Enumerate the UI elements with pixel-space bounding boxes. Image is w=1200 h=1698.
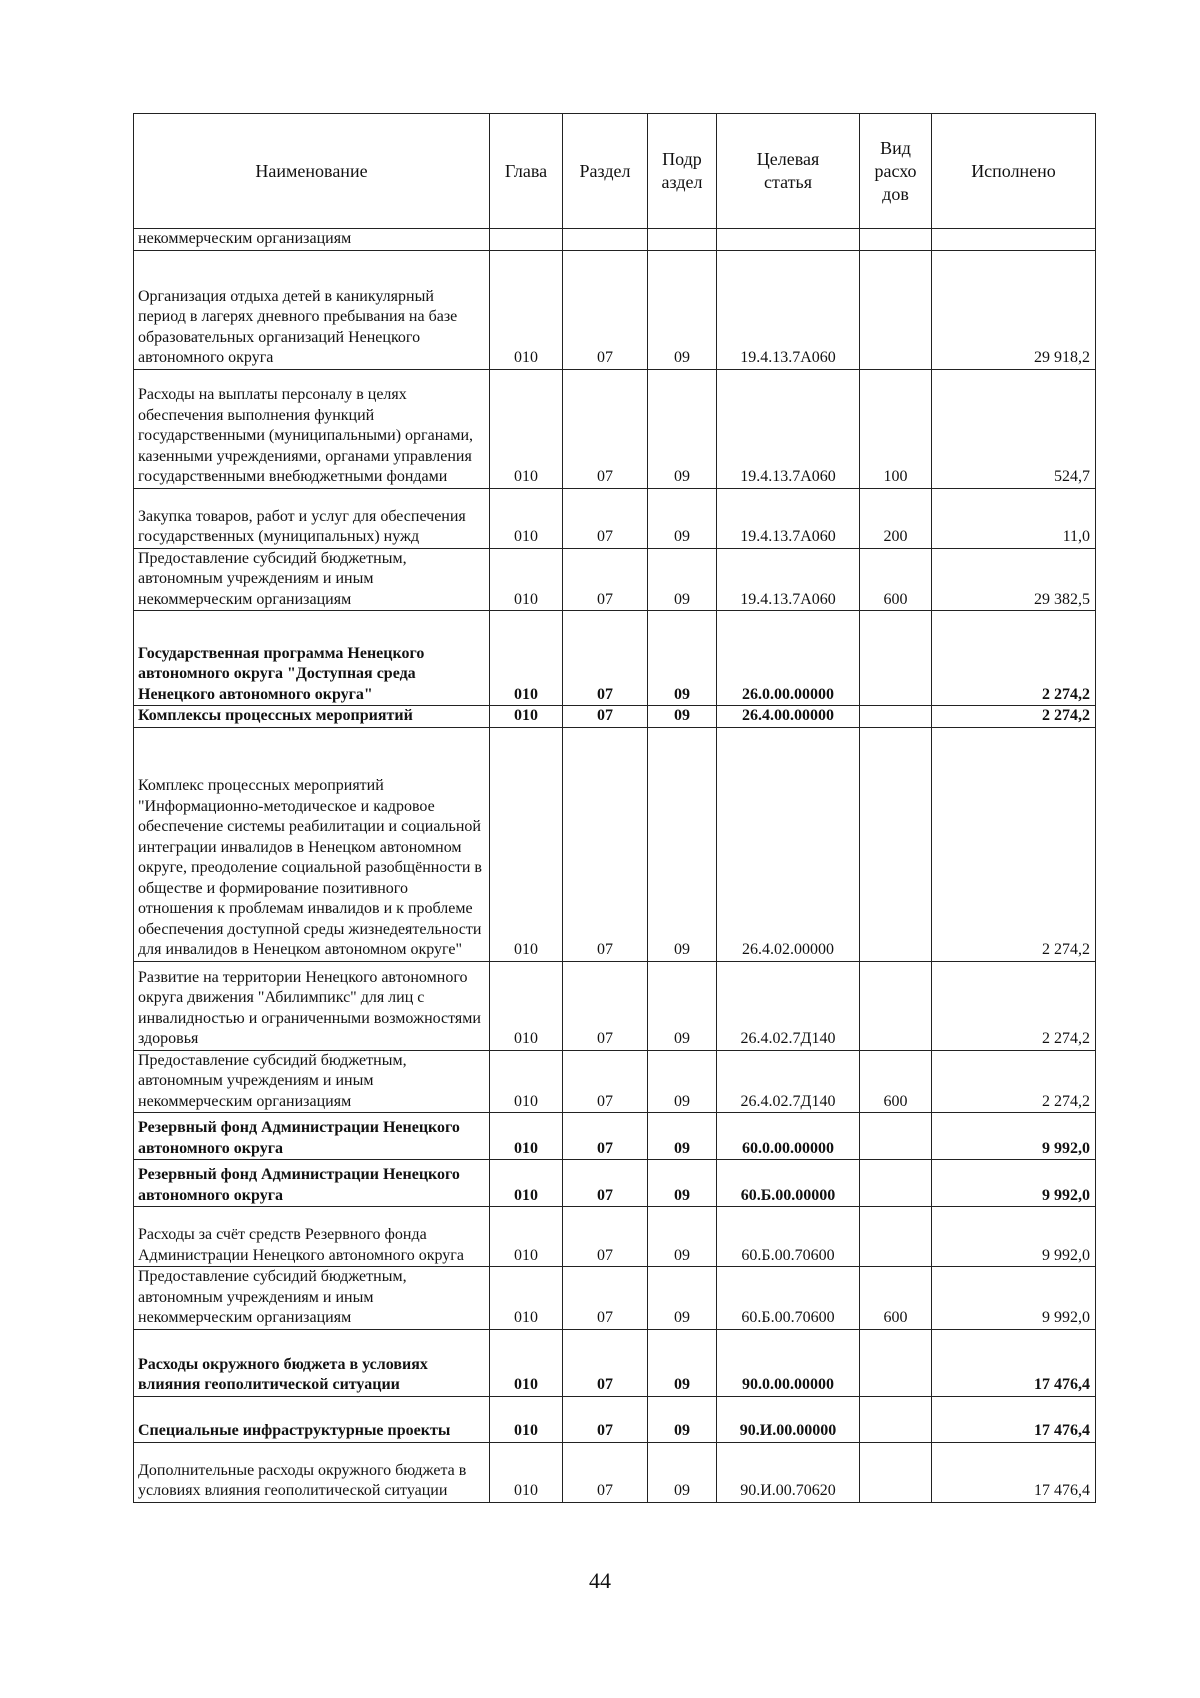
table-row xyxy=(134,369,1096,488)
cell-target: 90.И.00.00000 xyxy=(717,1396,860,1442)
cell-expense-type: 600 xyxy=(860,1267,932,1330)
budget-table xyxy=(133,113,1096,1503)
header-section: Раздел xyxy=(563,114,648,229)
cell-subsection: 09 xyxy=(648,1396,717,1442)
cell-expense-type xyxy=(860,1329,932,1396)
cell-subsection: 09 xyxy=(648,250,717,369)
table-row xyxy=(134,488,1096,548)
cell-executed: 17 476,4 xyxy=(932,1329,1096,1396)
table-row xyxy=(134,706,1096,728)
cell-executed: 11,0 xyxy=(932,488,1096,548)
cell-chapter: 010 xyxy=(490,706,563,728)
table-row xyxy=(134,1160,1096,1207)
cell-section: 07 xyxy=(563,369,648,488)
cell-section: 07 xyxy=(563,706,648,728)
cell-executed: 2 274,2 xyxy=(932,1050,1096,1113)
table-row xyxy=(134,1442,1096,1502)
cell-expense-type xyxy=(860,611,932,706)
cell-target: 19.4.13.7А060 xyxy=(717,488,860,548)
cell-expense-type: 600 xyxy=(860,548,932,611)
cell-subsection: 09 xyxy=(648,369,717,488)
cell-chapter: 010 xyxy=(490,548,563,611)
cell-section: 07 xyxy=(563,1442,648,1502)
cell-target: 26.4.02.7Д140 xyxy=(717,961,860,1050)
cell-chapter: 010 xyxy=(490,1396,563,1442)
cell-name: Резервный фонд Администрации Ненецкого автономного округа xyxy=(134,1160,490,1207)
cell-expense-type: 600 xyxy=(860,1050,932,1113)
cell-executed: 9 992,0 xyxy=(932,1113,1096,1160)
header-chapter: Глава xyxy=(490,114,563,229)
cell-subsection: 09 xyxy=(648,1442,717,1502)
cell-name: Расходы окружного бюджета в условиях влияния геополитической ситуации xyxy=(134,1329,490,1396)
table-row xyxy=(134,1267,1096,1330)
cell-executed: 2 274,2 xyxy=(932,961,1096,1050)
cell-expense-type xyxy=(860,1396,932,1442)
cell-executed: 2 274,2 xyxy=(932,611,1096,706)
cell-expense-type xyxy=(860,250,932,369)
cell-target xyxy=(717,229,860,251)
cell-name: Государственная программа Ненецкого автономного округа "Доступная среда Ненецкого автономного округа" xyxy=(134,611,490,706)
cell-name: Предоставление субсидий бюджетным, автономным учреждениям и иным некоммерческим организациям xyxy=(134,548,490,611)
cell-section: 07 xyxy=(563,1160,648,1207)
cell-executed: 29 382,5 xyxy=(932,548,1096,611)
cell-target: 19.4.13.7А060 xyxy=(717,548,860,611)
cell-section: 07 xyxy=(563,1329,648,1396)
cell-chapter: 010 xyxy=(490,961,563,1050)
cell-subsection: 09 xyxy=(648,961,717,1050)
cell-subsection: 09 xyxy=(648,1113,717,1160)
cell-expense-type xyxy=(860,1113,932,1160)
cell-section: 07 xyxy=(563,548,648,611)
table-row xyxy=(134,727,1096,961)
cell-section: 07 xyxy=(563,1113,648,1160)
cell-name: Предоставление субсидий бюджетным, автономным учреждениям и иным некоммерческим организациям xyxy=(134,1267,490,1330)
table-row xyxy=(134,611,1096,706)
cell-chapter: 010 xyxy=(490,1442,563,1502)
header-expense-type: Вид расхо дов xyxy=(860,114,932,229)
cell-expense-type xyxy=(860,961,932,1050)
table-body xyxy=(134,229,1096,1503)
cell-target: 60.Б.00.70600 xyxy=(717,1207,860,1267)
cell-target: 60.Б.00.70600 xyxy=(717,1267,860,1330)
cell-chapter: 010 xyxy=(490,611,563,706)
cell-chapter: 010 xyxy=(490,1160,563,1207)
cell-target: 26.4.02.7Д140 xyxy=(717,1050,860,1113)
cell-subsection: 09 xyxy=(648,1207,717,1267)
cell-name: Развитие на территории Ненецкого автономного округа движения "Абилимпикс" для лиц с инвалидностью и ограниченными возможностями здоровья xyxy=(134,961,490,1050)
cell-executed: 9 992,0 xyxy=(932,1267,1096,1330)
table-row xyxy=(134,1207,1096,1267)
cell-expense-type xyxy=(860,1442,932,1502)
cell-executed: 2 274,2 xyxy=(932,727,1096,961)
cell-name: Комплексы процессных мероприятий xyxy=(134,706,490,728)
cell-executed: 17 476,4 xyxy=(932,1396,1096,1442)
cell-subsection: 09 xyxy=(648,706,717,728)
cell-expense-type xyxy=(860,706,932,728)
table-row xyxy=(134,961,1096,1050)
cell-target: 26.4.00.00000 xyxy=(717,706,860,728)
table-row xyxy=(134,1396,1096,1442)
table-row xyxy=(134,229,1096,251)
cell-chapter: 010 xyxy=(490,1207,563,1267)
header-subsection: Подр аздел xyxy=(648,114,717,229)
header-target: Целевая статья xyxy=(717,114,860,229)
table-row xyxy=(134,1050,1096,1113)
cell-subsection xyxy=(648,229,717,251)
cell-subsection: 09 xyxy=(648,1329,717,1396)
cell-chapter: 010 xyxy=(490,1113,563,1160)
cell-name: Комплекс процессных мероприятий "Информационно-методическое и кадровое обеспечение системы реабилитации и социальной интеграции инвалидов в Ненецком автономном округе, преодоление социальной разобщённости в обществе и формирование позитивного отношения к проблемам инвалидов и к проблеме обеспечения доступной среды жизнедеятельности для инвалидов в Ненецком автономном округе" xyxy=(134,727,490,961)
cell-subsection: 09 xyxy=(648,488,717,548)
cell-name: Закупка товаров, работ и услуг для обеспечения государственных (муниципальных) нужд xyxy=(134,488,490,548)
cell-section: 07 xyxy=(563,611,648,706)
cell-name: Резервный фонд Администрации Ненецкого автономного округа xyxy=(134,1113,490,1160)
cell-chapter: 010 xyxy=(490,1050,563,1113)
cell-expense-type xyxy=(860,1160,932,1207)
table-row xyxy=(134,548,1096,611)
cell-chapter: 010 xyxy=(490,250,563,369)
cell-section: 07 xyxy=(563,250,648,369)
cell-target: 60.0.00.00000 xyxy=(717,1113,860,1160)
cell-executed: 29 918,2 xyxy=(932,250,1096,369)
cell-target: 90.0.00.00000 xyxy=(717,1329,860,1396)
cell-subsection: 09 xyxy=(648,1267,717,1330)
cell-subsection: 09 xyxy=(648,1050,717,1113)
cell-name: Организация отдыха детей в каникулярный период в лагерях дневного пребывания на базе образовательных организаций Ненецкого автономного округа xyxy=(134,250,490,369)
cell-executed: 2 274,2 xyxy=(932,706,1096,728)
cell-target: 19.4.13.7А060 xyxy=(717,369,860,488)
cell-name: Расходы на выплаты персоналу в целях обеспечения выполнения функций государственными (муниципальными) органами, казенными учреждениями, органами управления государственными внебюджетными фондами xyxy=(134,369,490,488)
cell-target: 90.И.00.70620 xyxy=(717,1442,860,1502)
cell-subsection: 09 xyxy=(648,727,717,961)
cell-section: 07 xyxy=(563,1396,648,1442)
cell-executed xyxy=(932,229,1096,251)
cell-section: 07 xyxy=(563,1207,648,1267)
cell-subsection: 09 xyxy=(648,611,717,706)
cell-executed: 524,7 xyxy=(932,369,1096,488)
cell-executed: 9 992,0 xyxy=(932,1207,1096,1267)
cell-chapter: 010 xyxy=(490,1267,563,1330)
cell-target: 19.4.13.7А060 xyxy=(717,250,860,369)
cell-expense-type xyxy=(860,1207,932,1267)
cell-chapter: 010 xyxy=(490,727,563,961)
page-number: 44 xyxy=(589,1568,611,1593)
cell-executed: 17 476,4 xyxy=(932,1442,1096,1502)
table-row xyxy=(134,1113,1096,1160)
cell-chapter: 010 xyxy=(490,1329,563,1396)
cell-name: Предоставление субсидий бюджетным, автономным учреждениям и иным некоммерческим организациям xyxy=(134,1050,490,1113)
cell-chapter xyxy=(490,229,563,251)
cell-chapter: 010 xyxy=(490,488,563,548)
cell-name: некоммерческим организациям xyxy=(134,229,490,251)
cell-expense-type xyxy=(860,229,932,251)
cell-target: 26.4.02.00000 xyxy=(717,727,860,961)
cell-section xyxy=(563,229,648,251)
cell-subsection: 09 xyxy=(648,1160,717,1207)
cell-section: 07 xyxy=(563,1267,648,1330)
cell-section: 07 xyxy=(563,727,648,961)
cell-target: 60.Б.00.00000 xyxy=(717,1160,860,1207)
cell-name: Специальные инфраструктурные проекты xyxy=(134,1396,490,1442)
cell-executed: 9 992,0 xyxy=(932,1160,1096,1207)
cell-expense-type: 200 xyxy=(860,488,932,548)
table-row xyxy=(134,1329,1096,1396)
header-executed: Исполнено xyxy=(932,114,1096,229)
cell-section: 07 xyxy=(563,1050,648,1113)
cell-expense-type xyxy=(860,727,932,961)
cell-subsection: 09 xyxy=(648,548,717,611)
cell-section: 07 xyxy=(563,488,648,548)
cell-target: 26.0.00.00000 xyxy=(717,611,860,706)
table-header-row xyxy=(134,114,1096,229)
cell-name: Дополнительные расходы окружного бюджета в условиях влияния геополитической ситуации xyxy=(134,1442,490,1502)
table-row xyxy=(134,250,1096,369)
cell-name: Расходы за счёт средств Резервного фонда Администрации Ненецкого автономного округа xyxy=(134,1207,490,1267)
header-name: Наименование xyxy=(134,114,490,229)
cell-section: 07 xyxy=(563,961,648,1050)
cell-expense-type: 100 xyxy=(860,369,932,488)
cell-chapter: 010 xyxy=(490,369,563,488)
